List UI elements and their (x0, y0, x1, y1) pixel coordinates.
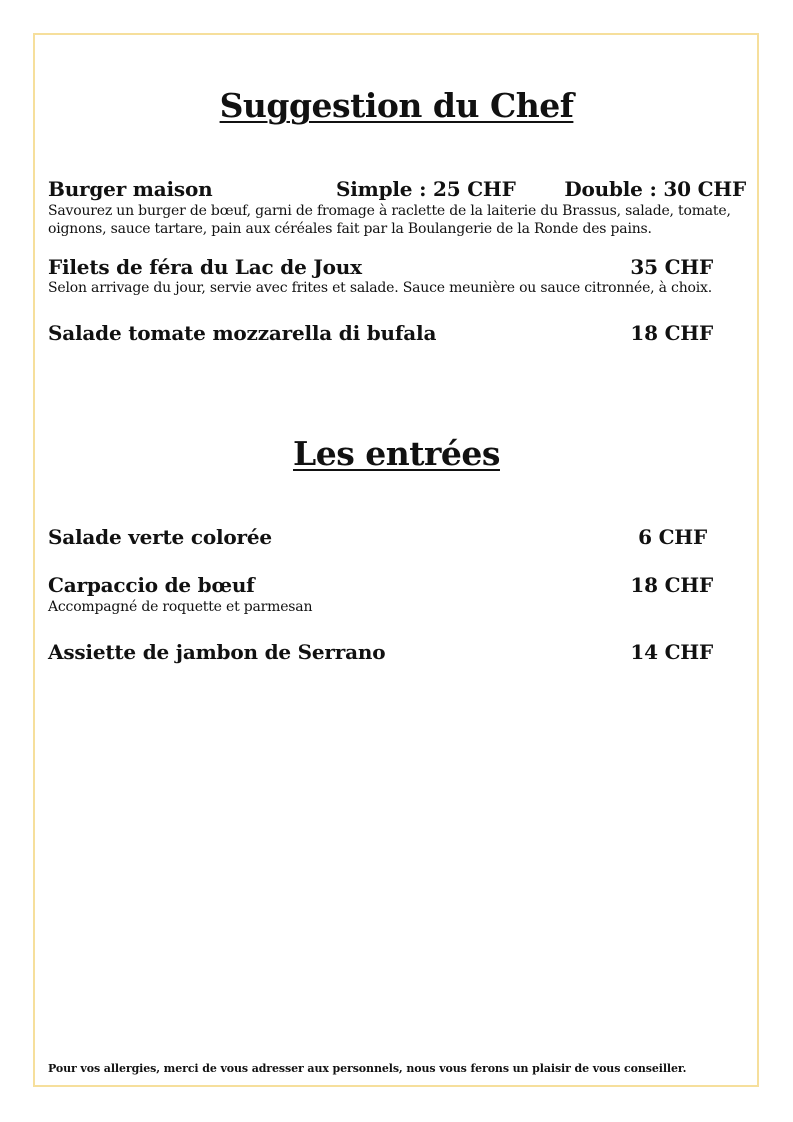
fera-name: Filets de féra du Lac de Joux (48, 255, 362, 279)
salade-verte-price: 6 CHF (638, 525, 707, 549)
serrano-price: 14 CHF (630, 640, 713, 664)
caprese-name: Salade tomate mozzarella di bufala (48, 321, 437, 345)
carpaccio-price: 18 CHF (630, 573, 713, 597)
salade-verte-name: Salade verte colorée (48, 525, 272, 549)
chef-section-title: Suggestion du Chef (219, 86, 574, 125)
caprese-price: 18 CHF (630, 321, 713, 345)
burger-price-double: Double : 30 CHF (564, 177, 746, 201)
entrees-section-title: Les entrées (293, 434, 500, 473)
serrano-name: Assiette de jambon de Serrano (48, 640, 386, 664)
burger-name: Burger maison (48, 177, 213, 201)
allergy-note: Pour vos allergies, merci de vous adresser aux personnels, nous vous ferons un plaisir de vous conseiller. (48, 1062, 687, 1075)
fera-description: Selon arrivage du jour, servie avec frites et salade. Sauce meunière ou sauce citronnée, à choix. (48, 280, 712, 296)
carpaccio-description: Accompagné de roquette et parmesan (48, 599, 313, 615)
carpaccio-name: Carpaccio de bœuf (48, 573, 255, 597)
burger-description: Savourez un burger de bœuf, garni de fromage à raclette de la laiterie du Brassus, salade, tomate, oignons, sauce tartare, pain aux céréales fait par la Boulangerie de la Ronde des pains. (48, 203, 731, 237)
fera-price: 35 CHF (630, 255, 713, 279)
burger-price-simple: Simple : 25 CHF (336, 177, 516, 201)
